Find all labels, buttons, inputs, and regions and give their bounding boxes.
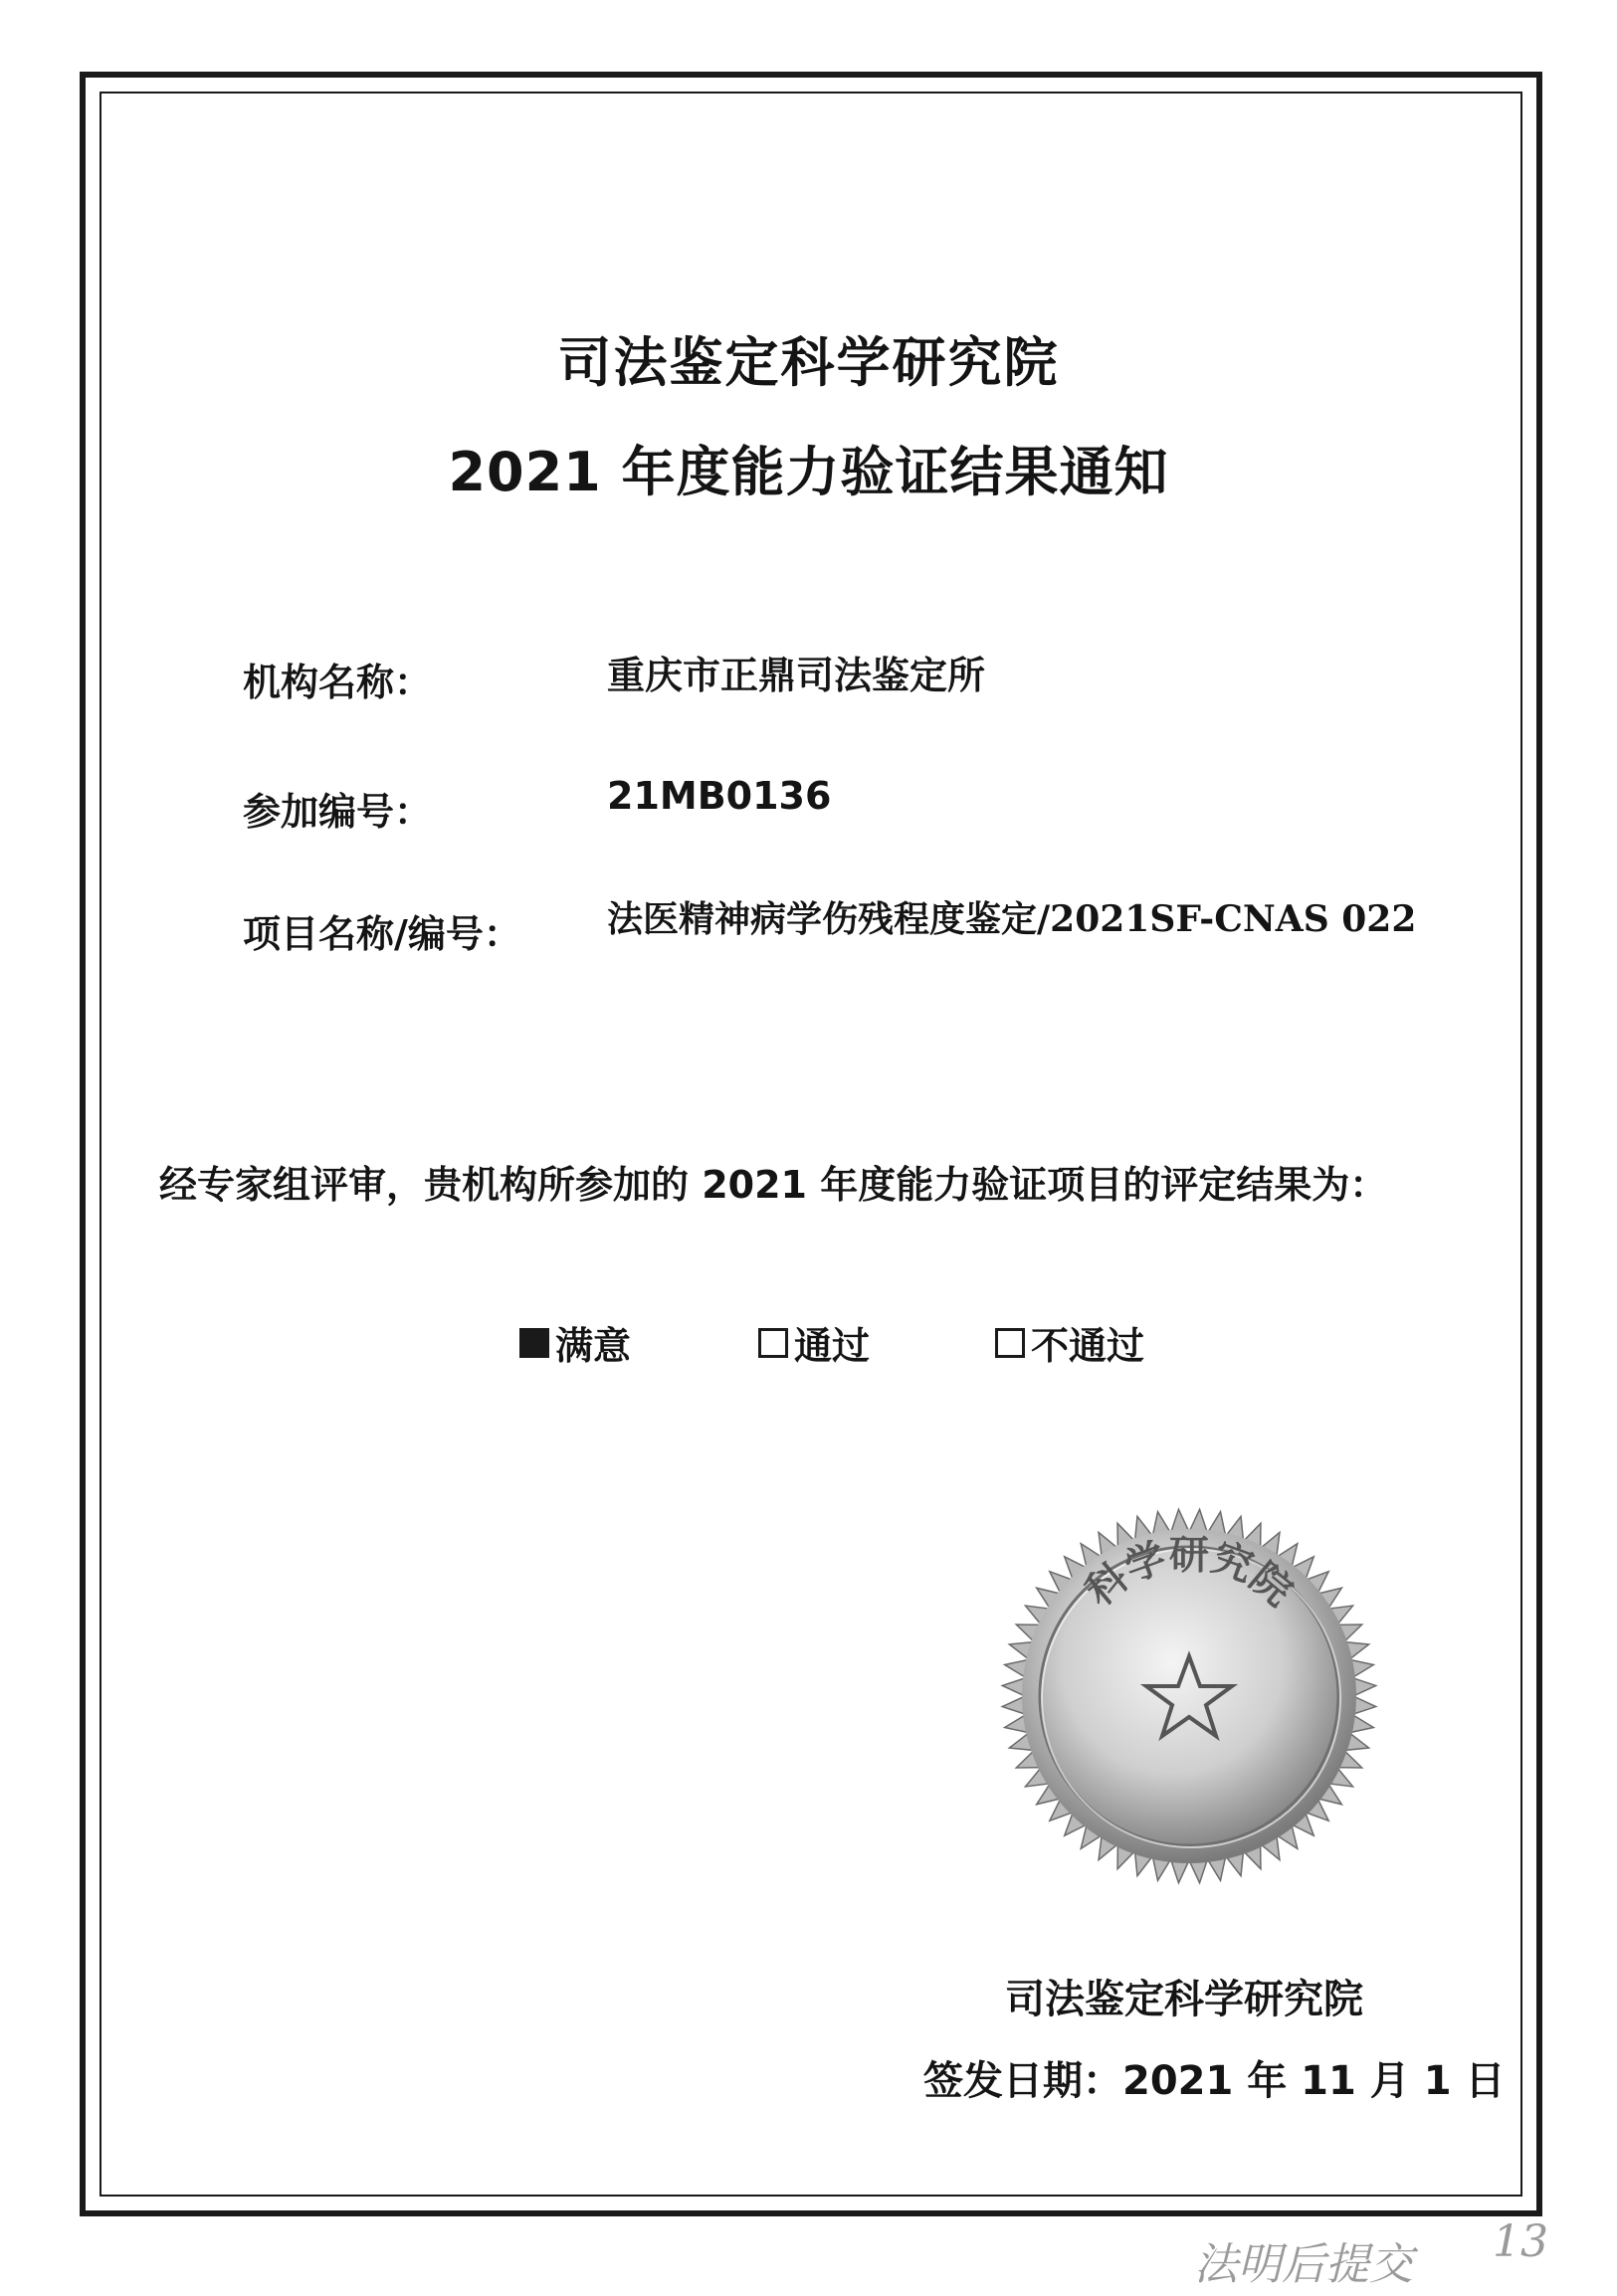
result-option-satisfied: [519, 1315, 631, 1370]
field-label-institution: 机构名称：: [243, 661, 433, 704]
field-value-institution: 重庆市正鼎司法鉴定所: [607, 653, 986, 697]
checkbox-empty-icon: [758, 1328, 788, 1358]
review-statement: 经专家组评审，贵机构所参加的 2021 年度能力验证项目的评定结果为：: [159, 1163, 1388, 1207]
result-option-label: 满意: [555, 1323, 632, 1368]
checkbox-empty-icon: [995, 1328, 1025, 1358]
field-value-project: 法医精神病学伤残程度鉴定/2021SF-CNAS 022: [607, 898, 1417, 940]
result-option-pass: [758, 1315, 870, 1370]
result-option-fail: [995, 1315, 1144, 1370]
handwritten-page-number: 13: [1493, 2216, 1548, 2267]
notice-title: 2021 年度能力验证结果通知: [448, 441, 1169, 503]
seal-text: 科学研究院: [1077, 1531, 1302, 1616]
field-label-project: 项目名称/编号：: [243, 912, 521, 956]
field-label-participant-id: 参加编号：: [243, 790, 433, 834]
issue-date: 签发日期：2021 年 11 月 1 日: [923, 2058, 1506, 2104]
org-title: 司法鉴定科学研究院: [557, 331, 1060, 394]
handwritten-note: 法明后提交: [1194, 2239, 1413, 2290]
seal-disc: [1022, 1529, 1356, 1863]
embossed-seal: [995, 1502, 1383, 1890]
issuer-name: 司法鉴定科学研究院: [1005, 1977, 1363, 2022]
field-value-participant-id: 21MB0136: [607, 774, 832, 818]
result-option-label: 不通过: [1031, 1323, 1145, 1368]
checkbox-checked-icon: [519, 1328, 549, 1358]
result-option-label: 通过: [794, 1323, 871, 1368]
